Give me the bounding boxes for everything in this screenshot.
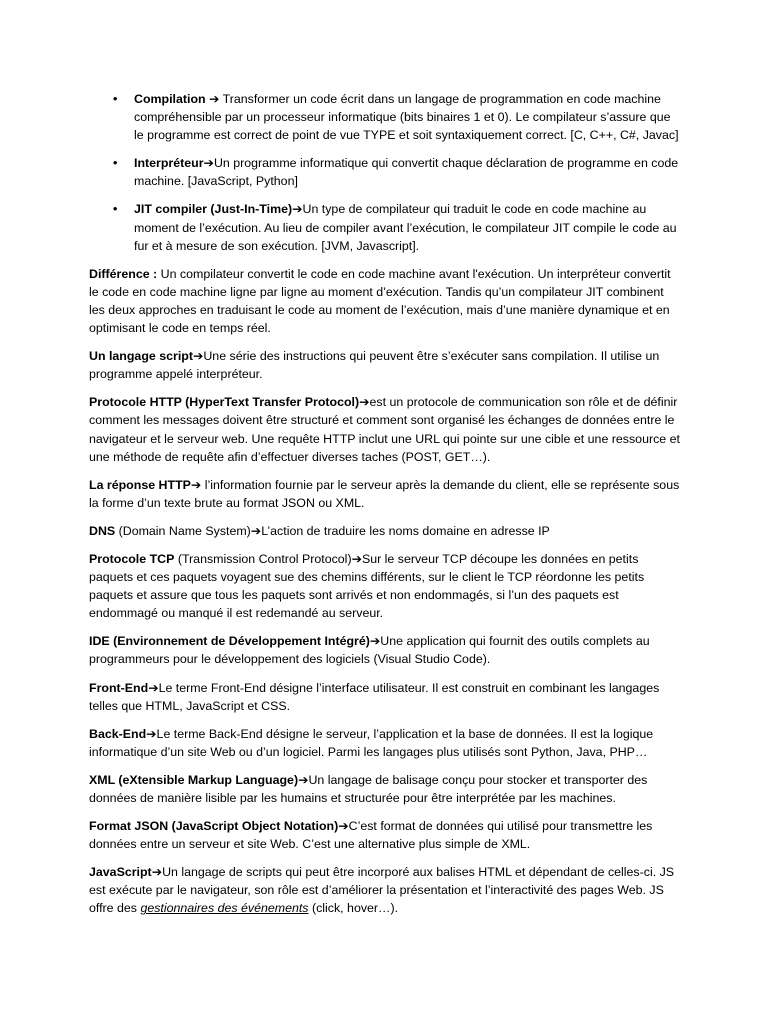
- definition-text: Un programme informatique qui convertit chaque déclaration de programme en code machine. [JavaScript, Python]: [134, 156, 679, 189]
- term: JavaScript: [89, 865, 152, 880]
- paragraph-ide: [89, 632, 682, 668]
- arrow-icon: ➔: [205, 92, 223, 106]
- arrow-icon: ➔: [146, 726, 157, 741]
- definition-text: Le terme Front-End désigne l’interface utilisateur. Il est construit en combinant les langages telles que HTML, JavaScript et CSS.: [89, 680, 660, 713]
- term: Front-End: [89, 680, 149, 695]
- bullet-icon: •: [113, 92, 118, 106]
- term: Protocole HTTP (HyperText Transfer Protocol): [89, 395, 360, 410]
- definition-text: l’information fournie par le serveur après la demande du client, elle se représente sous la forme d’un texte brute au format JSON ou XML.: [89, 477, 680, 510]
- paragraph-dns: [89, 522, 682, 540]
- term: La réponse HTTP: [89, 477, 191, 492]
- bullet-icon: •: [113, 202, 118, 217]
- arrow-icon: ➔: [298, 772, 309, 787]
- term: Protocole TCP: [89, 551, 175, 566]
- arrow-icon: ➔: [151, 865, 163, 880]
- arrow-icon: (Transmission Control Protocol)➔: [174, 551, 362, 566]
- definition-text: Sur le serveur TCP découpe les données en petits paquets et ces paquets voyagent sue des chemins différents, sur le client le TCP réordonne les petits paquets et assure que tous les paquets sont arrivés et non endommagés, si l’un des paquets est endommagé ou manqué il est redemandé au serveur.: [89, 551, 645, 621]
- arrow-icon: ➔: [203, 156, 214, 171]
- arrow-icon: ➔: [190, 477, 205, 492]
- paragraph-langage-script: [89, 347, 682, 383]
- definition-text: est un protocole de communication son rôle et de définir comment les messages doivent être structuré et comment sont organisé les échanges de données entre le navigateur et le serveur web. Une requête HTTP inclut une URL qui pointe sur une cible et une ressource et une méthode de requête afin d’effectuer diverses taches (POST, GET…).: [89, 395, 680, 464]
- term: XML (eXtensible Markup Language): [89, 772, 299, 787]
- term: Interpréteur: [134, 156, 204, 171]
- term: Back-End: [89, 726, 147, 741]
- definition-text: Une série des instructions qui peuvent être s’exécuter sans compilation. Il utilise un programme appelé interpréteur.: [89, 349, 660, 382]
- list-item-interpreteur: [89, 154, 682, 190]
- term: JIT compiler (Just-In-Time): [134, 202, 293, 217]
- definition-text: C’est format de données qui utilisé pour transmettre les données entre un serveur et site Web. C’est une alternative plus simple de XML.: [89, 819, 653, 852]
- arrow-icon: ➔: [148, 680, 159, 695]
- arrow-icon: ➔: [192, 349, 204, 364]
- paragraph-back-end: [89, 725, 682, 761]
- definition-text: L’action de traduire les noms domaine en adresse IP: [261, 523, 550, 538]
- underlined-term: gestionnaires des événements: [140, 901, 309, 916]
- paragraph-json: [89, 817, 682, 853]
- bullet-icon: •: [113, 156, 118, 171]
- definition-list: [89, 90, 682, 255]
- paragraph-xml: [89, 771, 682, 807]
- definition-text: Un langage de balisage conçu pour stocker et transporter des données de manière lisible par les humains et structurée pour être interprétée par les machines.: [89, 772, 648, 805]
- term: DNS: [89, 523, 116, 538]
- arrow-icon: ➔: [292, 202, 303, 217]
- list-item-jit-compiler: [89, 200, 682, 254]
- term: IDE (Environnement de Développement Intégré): [89, 634, 370, 649]
- arrow-icon: ➔: [359, 395, 370, 410]
- term: Un langage script: [89, 349, 193, 364]
- document-body: [89, 90, 682, 918]
- definition-text: Le terme Back-End désigne le serveur, l’application et la base de données. Il est la logique informatique d’un site Web ou d’un logiciel. Parmi les langages plus utilisés sont Python, Java, PHP…: [89, 726, 654, 759]
- paragraph-http: [89, 393, 682, 465]
- paragraph-tcp: [89, 550, 682, 622]
- paragraph-front-end: [89, 679, 682, 715]
- definition-text: Un langage de scripts qui peut être incorporé aux balises HTML et dépendant de celles-ci. JS est exécute par le navigateur, son rôle est d’améliorer la présentation et l’interactivité des pages Web. JS offre des: [89, 865, 675, 916]
- definition-text: Un type de compilateur qui traduit le code en code machine au moment de l’exécution. Au lieu de compiler avant l’exécution, le compilateur JIT compile le code au fur et à mesure de son exécution. [JVM, Javascript].: [134, 202, 677, 253]
- arrow-icon: (Domain Name System)➔: [115, 523, 262, 538]
- term: Différence :: [89, 266, 158, 281]
- paragraph-reponse-http: [89, 476, 682, 512]
- definition-text: Un compilateur convertit le code en code machine avant l'exécution. Un interpréteur convertit le code en code machine ligne par ligne au moment d’exécution. Tandis qu’un compilateur JIT combinent les deux approches en traduisant le code au moment de l’exécution, mais d’une manière dynamique et en optimisant le code en temps réel.: [89, 266, 671, 336]
- arrow-icon: ➔: [338, 819, 349, 834]
- paragraph-javascript: [89, 863, 682, 917]
- definition-text: Une application qui fournit des outils complets au programmeurs pour le développement des logiciels (Visual Studio Code).: [89, 634, 650, 667]
- definition-text: Transformer un code écrit dans un langage de programmation en code machine compréhensible par un processeur informatique (bits binaires 1 et 0). Le compilateur s’assure que le programme est correct de point de vue TYPE et soit syntaxiquement correct. [C, C++, C#, Javac]: [134, 92, 679, 143]
- term: Format JSON (JavaScript Object Notation): [89, 819, 339, 834]
- arrow-icon: ➔: [369, 634, 381, 649]
- list-item-compilation: [89, 90, 682, 144]
- term: Compilation: [134, 92, 206, 106]
- definition-tail: (click, hover…).: [308, 901, 399, 916]
- paragraph-difference: [89, 265, 682, 337]
